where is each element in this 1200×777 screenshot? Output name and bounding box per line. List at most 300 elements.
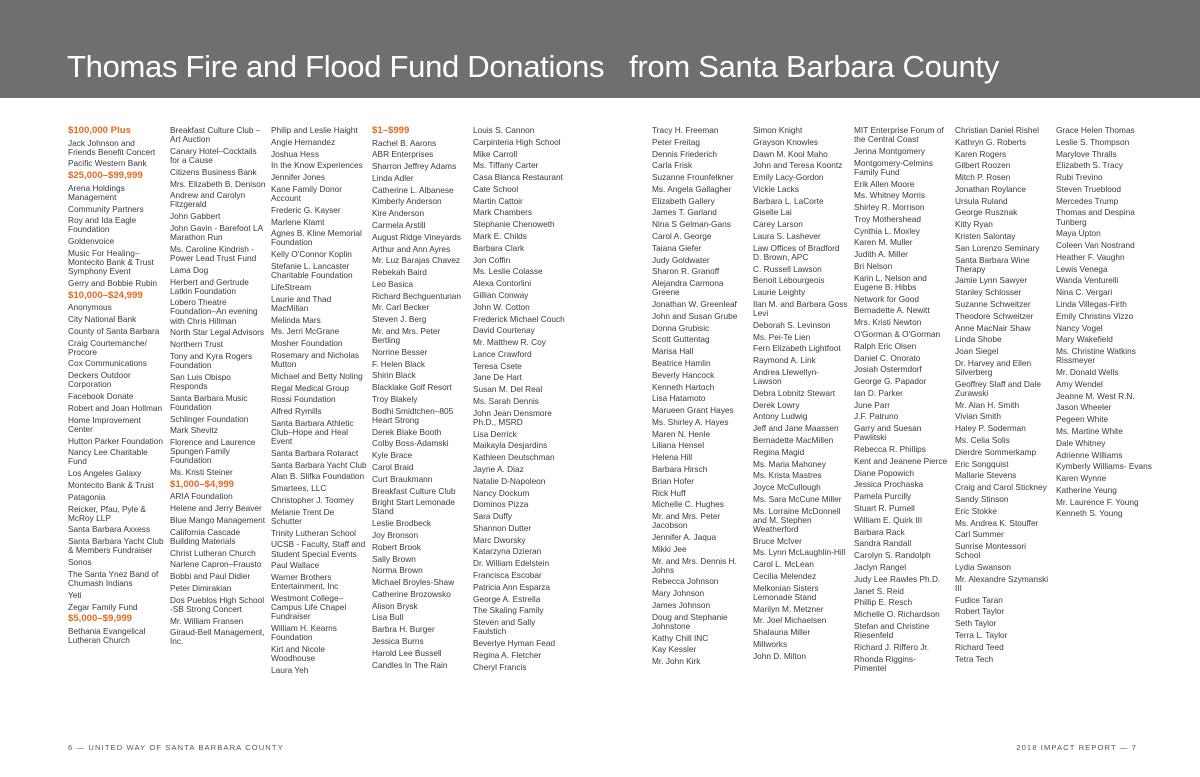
donor-name: Sandra Randall <box>854 538 912 549</box>
donor-name: Florence and Laurence Spungen Family Foundation <box>170 437 256 466</box>
donor-name: Tony and Kyra Rogers Foundation <box>170 350 253 370</box>
donor-name: Katarzyna Dzieran <box>473 546 542 557</box>
donor-name: Marlene Klamt <box>271 216 325 227</box>
donor-name: Sandy Stinson <box>955 493 1009 504</box>
donor-name: Mosher Foundation <box>271 338 343 349</box>
donor-name: Troy Mothershead <box>854 213 922 224</box>
donor-name: Pamela Purcilly <box>854 491 912 502</box>
donor-name: Santa Barbara Yacht Club & Members Fundraiser <box>68 536 164 556</box>
donor-name: Emily Christins Vizzo <box>1056 310 1134 321</box>
donor-name: Angie Hernandez <box>271 136 336 147</box>
donor-name: Judy Goldwater <box>652 254 710 265</box>
donor-name: Rosemary and Nicholas Mutton <box>271 349 360 369</box>
donor-name: Carol A. George <box>652 231 712 242</box>
donor-name: Stefan and Christine Riesenfeld <box>854 620 930 640</box>
donor-name: Mary Wakefield <box>1056 334 1113 345</box>
donor-name: Sally Brown <box>372 553 416 564</box>
donor-name: Mary Johnson <box>652 588 705 599</box>
donor-column-6 <box>652 126 748 669</box>
donor-name: Suzanne Frounfelkner <box>652 172 734 183</box>
donor-name: Casa Blanca Restaurant <box>473 172 563 183</box>
donor-name: Richard Teed <box>955 641 1004 652</box>
donor-name: Law Offices of Bradford D. Brown, APC <box>753 242 840 262</box>
donor-name: Wanda Venturelli <box>1056 275 1119 286</box>
donor-name: Linda Shobe <box>955 334 1002 345</box>
donor-name: Kire Anderson <box>372 208 425 219</box>
donor-name: Anne MacNair Shaw <box>955 322 1031 333</box>
donor-name: Santa Barbara Rotaract <box>271 447 359 458</box>
donor-name: Steven Trueblood <box>1056 183 1122 194</box>
donor-name: Jenna Montgomery <box>854 145 926 156</box>
donor-name: Jeanne M. West R.N. <box>1056 390 1135 401</box>
donor-name: Kathleen Deutschman <box>473 452 555 463</box>
donor-name: Rhonda Riggins- Pimentel <box>854 653 916 673</box>
donor-name: Katherine Yeung <box>1056 484 1117 495</box>
gift-level-heading: $10,000–$24,999 <box>68 289 143 301</box>
donor-name: F. Helen Black <box>372 358 426 369</box>
donor-column-1 <box>68 126 164 648</box>
donor-name: ARIA Foundation <box>170 491 233 502</box>
donor-name: Ms. Lorraine McDonnell and M. Stephen Weatherford <box>753 505 841 534</box>
donor-name: Ms. Pei-Te Lien <box>753 331 811 342</box>
donor-name: Seth Taylor <box>955 618 997 629</box>
donor-name: Steven and Sally Faulstich <box>473 617 536 637</box>
donor-name: Debra Lobnitz Stewart <box>753 387 836 398</box>
donor-name: Sharron Jeffrey Adams <box>372 161 457 172</box>
donor-name: John Gabbert <box>170 211 221 222</box>
donor-name: June Parr <box>854 399 890 410</box>
donor-name: Ms. Martine White <box>1056 425 1123 436</box>
donor-name: Donna Grubisic <box>652 322 710 333</box>
footer-right: 2018 IMPACT REPORT — 7 <box>1016 743 1137 752</box>
donor-name: Dierdre Sommerkamp <box>955 446 1037 457</box>
donor-column-7 <box>753 126 849 664</box>
donor-name: Peter Freitag <box>652 136 700 147</box>
donor-name: Ms. Lynn McLaughlin-Hill <box>753 547 846 558</box>
donor-name: Dr. Harvey and Ellen Silverberg <box>955 357 1032 378</box>
donor-name: Ursula Ruland <box>955 195 1008 206</box>
donor-name: John and Susan Grube <box>652 310 738 321</box>
donor-name: Kay Kessler <box>652 644 697 655</box>
donor-name: Mark Chambers <box>473 207 533 218</box>
donor-name: Lobero Theatre Foundation–An evening with Chris Hillman <box>170 297 258 326</box>
donor-name: Simon Knight <box>753 125 803 135</box>
donor-name: Vivian Smith <box>955 411 1001 422</box>
donor-name: Melinda Mars <box>271 314 321 325</box>
donor-name: Barbara Clark <box>473 242 525 253</box>
donor-name: Mrs. Elizabeth B. Denison <box>170 178 266 189</box>
donor-name: Paul Wallace <box>271 560 320 571</box>
donor-name: Elizabeth Gallery <box>652 195 715 206</box>
donor-name: Laura Yeh <box>271 664 309 675</box>
donor-name: Jason Wheeler <box>1056 402 1112 413</box>
donor-name: Smartees, LLC <box>271 483 327 494</box>
donor-name: Cecilia Melendez <box>753 571 817 582</box>
donor-name: Craig and Carol Stickney <box>955 482 1047 493</box>
gift-level-heading: $1,000–$4,999 <box>170 478 235 490</box>
donor-name: Helene and Jerry Beaver <box>170 503 262 514</box>
donor-name: LifeStream <box>271 281 312 292</box>
donor-name: Leo Basica <box>372 278 414 289</box>
donor-name: Jennifer A. Jaqua <box>652 531 717 542</box>
donor-name: Carl Summer <box>955 529 1004 540</box>
donor-name: John W. Cotton <box>473 301 530 312</box>
donor-name: Rebecca R. Phillips <box>854 444 926 455</box>
donor-column-3 <box>271 126 367 677</box>
donor-name: Andrea Llewellyn- Lawson <box>753 367 819 387</box>
donor-name: Ms. Leslie Colasse <box>473 266 543 277</box>
donor-name: Carpinteria High School <box>473 136 561 147</box>
donor-name: Mr. Carl Becker <box>372 302 430 313</box>
page-title: Thomas Fire and Flood Fund Donations from Santa Barbara County <box>67 49 999 84</box>
donor-name: Cheryl Francis <box>473 661 527 672</box>
donor-name: Bodhi Smidtchen–805 Heart Strong <box>372 405 454 425</box>
donor-name: Breakfast Culture Club <box>372 485 456 496</box>
donor-name: Sunrise Montessori School <box>955 541 1027 561</box>
donor-name: Linda Villegas-Firth <box>1056 299 1127 310</box>
donor-name: Daniel C. Onorato <box>854 352 921 363</box>
donor-name: Mr. Donald Wells <box>1056 367 1119 378</box>
donor-name: Barbara Rack <box>854 526 905 537</box>
donor-name: Antony Ludwig <box>753 411 808 422</box>
gift-level-heading: $25,000–$99,999 <box>68 170 143 182</box>
donor-name: Stephanie Chenoweth <box>473 219 555 230</box>
donor-name: Ilan M. and Barbara Goss Levi <box>753 299 848 319</box>
donor-name: Jamie Lynn Sawyer <box>955 275 1028 286</box>
donor-name: Robert Taylor <box>955 606 1005 617</box>
donor-name: Montecito Bank & Trust <box>68 479 154 490</box>
donor-name: Michelle C. Hughes <box>652 499 724 510</box>
donor-name: Doug and Stephanie Johnstone <box>652 611 728 631</box>
donor-name: Mr. John Kirk <box>652 656 701 667</box>
donor-name: Gerry and Bobbie Rubin <box>68 277 158 288</box>
donor-name: Zegar Family Fund <box>68 601 138 612</box>
donor-name: Ms. Tiffany Carter <box>473 160 539 171</box>
donor-name: Kirt and Nicole Woodhouse <box>271 643 325 663</box>
donor-name: City National Bank <box>68 314 137 324</box>
donor-name: Richard J. Riffero Jr. <box>854 641 930 652</box>
donor-name: George G. Papador <box>854 376 927 387</box>
donor-name: Diane Popowich <box>854 467 914 478</box>
gift-level-heading: $100,000 Plus <box>68 125 131 136</box>
donor-name: Carla Frisk <box>652 160 693 171</box>
donor-name: In the Know Experiences <box>271 160 363 171</box>
footer-left: 6 — UNITED WAY OF SANTA BARBARA COUNTY <box>68 743 284 752</box>
donor-name: Craig Courtemanche/ Procore <box>68 337 147 357</box>
donor-name: Joan Siegel <box>955 346 999 357</box>
donor-name: Kristen Salontay <box>955 231 1016 242</box>
donor-name: Bobbi and Paul Didier <box>170 571 251 582</box>
donor-name: Curt Braukmann <box>372 473 433 484</box>
donor-name: Karin L. Nelson and Eugene B. Hibbs <box>854 272 927 292</box>
donor-name: Santa Barbara Wine Therapy <box>955 254 1030 274</box>
donor-name: Marc Dworsky <box>473 534 526 545</box>
donor-name: Lewis Venega <box>1056 263 1108 274</box>
donor-name: Narlene Capron–Frausto <box>170 559 262 570</box>
donor-name: Santa Barbara Axxess <box>68 524 151 535</box>
donor-name: John Jean Densmore Ph.D., MSRD <box>473 407 552 427</box>
donor-name: Mark Shevitz <box>170 425 218 436</box>
donor-name: Kenneth S. Young <box>1056 508 1123 519</box>
donor-name: Montgomery-Celmins Family Fund <box>854 157 933 177</box>
donor-name: Troy Blakely <box>372 394 418 404</box>
donor-name: Karen Wynne <box>1056 473 1107 484</box>
donor-name: Louis S. Cannon <box>473 125 535 135</box>
donor-name: Taiana Giefer <box>652 242 702 253</box>
donor-name: Alfred Rymills <box>271 406 322 417</box>
donor-name: Barbara L. LaCorte <box>753 195 824 206</box>
donor-name: Marueen Grant Hayes <box>652 405 734 416</box>
donor-name: Mikki Jee <box>652 543 687 554</box>
donor-name: George A. Estrella <box>473 593 541 604</box>
donor-name: Mr. William Fransen <box>170 615 244 626</box>
donor-name: Grayson Knowles <box>753 136 819 147</box>
donor-name: Mrs. Kristi Newton <box>854 317 922 328</box>
donor-name: Network for Good <box>854 293 920 304</box>
donor-name: Joshua Hess <box>271 148 319 159</box>
donor-column-8 <box>854 126 950 675</box>
donor-name: Geoffrey Slaff and Dale Zurawski <box>955 378 1041 398</box>
donor-name: Terra L. Taylor <box>955 629 1008 640</box>
donor-name: Alan B. Slifka Foundation <box>271 471 365 482</box>
donor-name: Catherine L. Albanese <box>372 184 454 195</box>
donor-name: Jonathan Roylance <box>955 183 1027 194</box>
donor-name: Kane Family Donor Account <box>271 183 343 203</box>
donor-name: Shirley R. Morrison <box>854 202 925 213</box>
donor-name: Kent and Jeanene Pierce <box>854 455 948 466</box>
donor-name: Santa Barbara Athletic Club–Hope and Heal Event <box>271 417 354 447</box>
donor-name: Bright Start Lemonade Stand <box>372 497 456 517</box>
donor-name: The Santa Ynez Band of Chumash Indians <box>68 568 159 588</box>
donor-name: San Lorenzo Seminary <box>955 242 1040 253</box>
donor-name: UCSB - Faculty, Staff and Student Special Events <box>271 539 366 559</box>
donor-name: Elizabeth S. Tracy <box>1056 160 1123 171</box>
donor-name: Giraud-Bell Management, Inc. <box>170 627 265 647</box>
donor-name: Gillian Conway <box>473 289 529 300</box>
donor-name: Ms. Whitney Morris <box>854 190 925 201</box>
donor-name: Josiah Ostermdorf <box>854 364 922 375</box>
donor-name: Stuart R. Purnell <box>854 503 915 514</box>
donor-name: David Courtenay <box>473 325 535 336</box>
donor-name: Anonymous <box>68 302 112 313</box>
donor-name: Francisca Escobar <box>473 570 542 580</box>
donor-name: Karen M. Muller <box>854 237 913 248</box>
donor-name: Mr. Laurence F. Young <box>1056 496 1139 507</box>
donor-name: Ian D. Parker <box>854 387 903 398</box>
donor-name: Ms. Maria Mahoney <box>753 458 826 469</box>
donor-name: North Star Legal Advisors <box>170 327 265 338</box>
donor-name: Christopher J. Toomey <box>271 494 354 505</box>
donor-name: Ms. Shirley A. Hayes <box>652 416 729 427</box>
donor-name: Coleen Van Nostrand <box>1056 240 1135 251</box>
donor-name: John and Teresa Koontz <box>753 160 843 171</box>
donor-name: Rachel B. Aarons <box>372 137 437 148</box>
donor-name: Dennis Friederich <box>652 148 718 159</box>
donor-name: Haley P. Soderman <box>955 423 1026 434</box>
donor-name: Dos Pueblos High School -SB Strong Concert <box>170 594 265 614</box>
donor-name: Mercedes Trump <box>1056 195 1119 206</box>
donor-name: Laurie and Thad MacMillan <box>271 293 332 313</box>
donor-name: Rebekah Baird <box>372 267 427 278</box>
donor-name: Christ Lutheran Church <box>170 547 256 558</box>
donor-name: Jon Coffin <box>473 254 511 265</box>
donor-name: Carmela Arstill <box>372 219 426 230</box>
donor-name: Barbra H. Burger <box>372 624 435 635</box>
donor-name: Santa Barbara Yacht Club <box>271 459 367 470</box>
donor-name: Liliana Hensel <box>652 440 705 451</box>
donor-name: Ms. Krista Mastres <box>753 470 822 481</box>
donor-name: Roy and Ida Eagle Foundation <box>68 215 137 235</box>
donor-name: Theodore Schweitzer <box>955 310 1034 321</box>
donor-name: Alexa Contorlini <box>473 278 532 289</box>
donor-name: Michael and Betty Noling <box>271 370 363 381</box>
donor-name: MIT Enterprise Forum of the Central Coast <box>854 125 944 145</box>
donor-name: Mr. and Mrs. Dennis H. Johns <box>652 555 737 575</box>
donor-name: Thomas and Despina Tunberg <box>1056 207 1135 227</box>
donor-name: Bruce McIver <box>753 535 802 546</box>
donor-name: San Luis Obispo Responds <box>170 371 231 391</box>
donor-name: Michelle O. Richardson <box>854 609 940 620</box>
donor-name: Mallarie Stevens <box>955 470 1017 481</box>
donor-name: Jonathan W. Greenleaf <box>652 299 737 310</box>
donor-name: Shirin Black <box>372 370 416 381</box>
donor-name: Raymond A. Link <box>753 355 816 366</box>
donor-name: Ms. Kristi Steiner <box>170 467 233 478</box>
donor-name: William H. Kearns Foundation <box>271 622 337 642</box>
donor-name: Agnes B. Kline Memorial Foundation <box>271 228 362 248</box>
donor-name: Lisa Derrick <box>473 428 517 439</box>
donor-name: Bri Nelson <box>854 261 893 271</box>
donor-name: John Gavin - Barefoot LA Marathon Run <box>170 222 263 243</box>
donor-name: Regina A. Fletcher <box>473 649 542 660</box>
donor-name: Alejandra Carmona Greene <box>652 278 724 298</box>
donor-name: Beverly Hancock <box>652 369 715 380</box>
donor-column-2 <box>170 126 266 649</box>
donor-name: Beatrice Hamlin <box>652 357 711 368</box>
donor-name: Rebecca Johnson <box>652 576 719 587</box>
donor-name: Facebook Donate <box>68 391 134 402</box>
donor-name: Fudice Taran <box>955 594 1003 605</box>
donor-name: Beverlye Hyman Fead <box>473 638 556 648</box>
donor-name: Reicker, Pfau, Pyle & McRoy LLP <box>68 503 146 523</box>
donor-name: Jayne A. Diaz <box>473 463 524 474</box>
donor-column-9 <box>955 126 1051 666</box>
donor-name: Schlinger Foundation <box>170 413 249 424</box>
donor-name: Erik Allen Moore <box>854 178 915 189</box>
donor-name: Dale Whitney <box>1056 437 1106 448</box>
donor-name: Arthur and Ann Ayres <box>372 243 451 254</box>
donor-name: Carol L. McLean <box>753 559 814 570</box>
donor-name: Joyce McCullough <box>753 482 821 493</box>
donor-name: Stanley Schlosser <box>955 287 1022 298</box>
donor-name: Maya Upton <box>1056 228 1101 239</box>
donor-name: Community Partners <box>68 203 144 214</box>
donor-name: Heather F. Vaughn <box>1056 251 1125 262</box>
donor-name: Yeti <box>68 589 82 600</box>
donor-name: Nancy Dockum <box>473 487 530 498</box>
donor-name: J.F. Patruno <box>854 411 899 422</box>
donor-name: Amy Wendel <box>1056 378 1103 389</box>
donor-name: Regina Magid <box>753 446 805 457</box>
donor-name: Nina S Gelman-Gans <box>652 219 731 230</box>
donor-name: August Ridge Vineyards <box>372 231 461 242</box>
donor-name: Frederick Michael Couch <box>473 313 565 324</box>
donor-name: Brian Hofer <box>652 475 694 486</box>
donor-name: Cox Communications <box>68 358 147 369</box>
donor-name: Vickie Lacks <box>753 183 799 194</box>
donor-name: Eric Songquist <box>955 458 1009 469</box>
page-header-band <box>0 0 1200 98</box>
donor-name: Herbert and Gertrude Latkin Foundation <box>170 276 249 296</box>
donor-name: Laurie Leighty <box>753 287 806 298</box>
donor-name: Robert Brook <box>372 541 421 552</box>
donor-name: ABR Enterprises <box>372 149 434 160</box>
donor-name: Mr. Luz Barajas Chavez <box>372 255 461 266</box>
donor-name: Music For Healing– Montecito Bank & Trust Symphony Event <box>68 247 154 277</box>
donor-name: Christian Daniel Rishel <box>955 125 1039 135</box>
donor-name: Martin Cattoir <box>473 195 523 206</box>
donor-name: Michael Broyles-Shaw <box>372 577 455 588</box>
donor-name: Andrew and Carolyn Fitzgerald <box>170 190 246 210</box>
donor-name: Deborah S. Levinson <box>753 319 831 330</box>
donor-name: Jennifer Jones <box>271 172 325 183</box>
donor-name: Carolyn S. Randolph <box>854 550 931 561</box>
donor-name: Leslie S. Thompson <box>1056 136 1130 147</box>
donor-name: Harold Lee Bussell <box>372 647 442 658</box>
donor-name: Mr. and Mrs. Peter Jacobson <box>652 511 721 531</box>
donor-name: Lisa Hatamoto <box>652 393 706 404</box>
donor-name: Suzanne Schweitzer <box>955 299 1031 310</box>
donor-name: Leslie Brodbeck <box>372 518 432 529</box>
donor-name: Shannon Dutter <box>473 522 532 533</box>
donor-name: Kenneth Hartoch <box>652 381 715 392</box>
donor-name: Rick Huff <box>652 487 686 498</box>
donor-name: Blacklake Golf Resort <box>372 382 452 393</box>
donor-name: Ralph Eric Olsen <box>854 340 917 351</box>
donor-name: Los Angeles Galaxy <box>68 468 142 479</box>
donor-name: Catherine Brozowsko <box>372 588 451 599</box>
donor-name: Jeff and Jane Maassen <box>753 423 839 434</box>
donor-name: Mr. Alan H. Smith <box>955 399 1020 410</box>
donor-name: James T. Garland <box>652 207 717 218</box>
donor-name: Robert and Joan Hollman <box>68 402 163 413</box>
donor-name: Derek Blake Booth <box>372 426 442 437</box>
donor-name: Maikayla Desjardins <box>473 440 548 451</box>
donor-name: Laura S. Lashever <box>753 231 821 242</box>
donor-name: Canary Hotel–Cocktails for a Cause <box>170 145 257 165</box>
donor-column-4 <box>372 126 468 672</box>
donor-name: Ms. Christine Watkins Rissmeyer <box>1056 346 1136 366</box>
donor-name: California Cascade Building Materials <box>170 526 241 546</box>
donor-name: C. Russell Lawson <box>753 263 822 274</box>
gift-level-heading: $1–$999 <box>372 125 410 136</box>
donor-name: Marylove Thralls <box>1056 148 1117 159</box>
donor-name: Northern Trust <box>170 339 224 350</box>
donor-name: Alison Brysk <box>372 600 418 611</box>
donor-name: Scott Guttentag <box>652 334 710 345</box>
donor-column-5 <box>473 126 569 674</box>
donor-name: Teresa Csete <box>473 360 522 371</box>
donor-name: Jaclyn Rangel <box>854 561 907 572</box>
donor-name: Cynthia L. Moxley <box>854 225 920 236</box>
donor-name: Nancy Lee Charitable Fund <box>68 447 148 467</box>
donor-name: Barbara Hirsch <box>652 463 708 474</box>
donor-name: Mike Carroll <box>473 148 518 159</box>
donor-name: Kathy Chill INC <box>652 632 709 643</box>
donor-name: Fern Elizabeth Lightfoot <box>753 343 841 354</box>
donor-name: Regal Medical Group <box>271 382 349 393</box>
donor-name: Dominos Pizza <box>473 499 529 510</box>
